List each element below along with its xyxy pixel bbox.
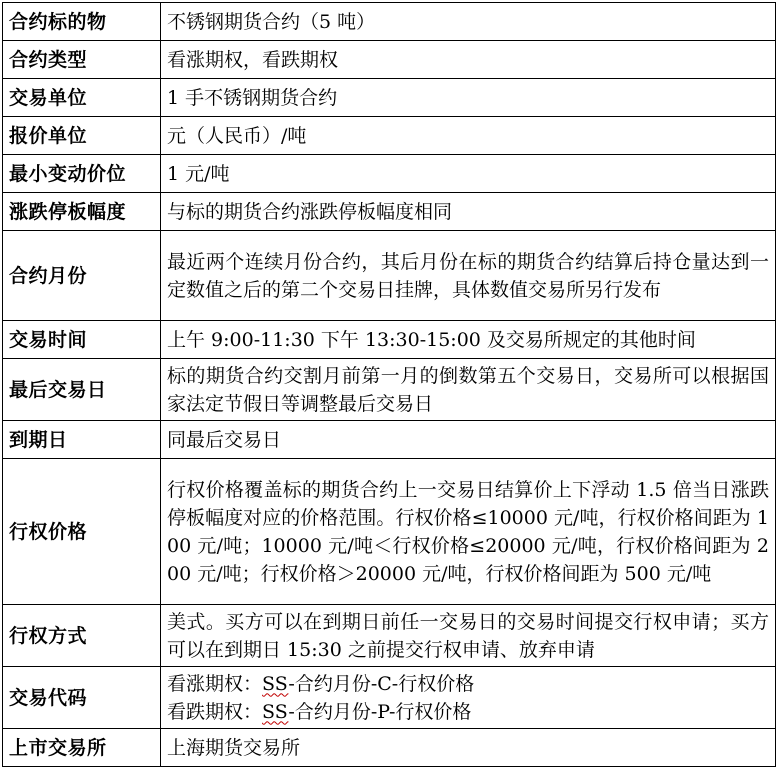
row-label: 交易单位 <box>3 79 161 117</box>
row-value: 最近两个连续月份合约，其后月份在标的期货合约结算后持仓量达到一定数值之后的第二个交易日挂牌，具体数值交易所另行发布 <box>161 231 776 321</box>
option-contract-spec-table <box>2 2 776 767</box>
table-row <box>3 321 776 359</box>
row-label: 交易代码 <box>3 667 161 729</box>
row-value: 看涨期权，看跌期权 <box>161 41 776 79</box>
table-row <box>3 359 776 421</box>
call-code-symbol: SS <box>262 672 289 695</box>
row-label: 行权价格 <box>3 459 161 605</box>
row-value: 与标的期货合约涨跌停板幅度相同 <box>161 193 776 231</box>
row-label: 行权方式 <box>3 605 161 667</box>
row-label: 合约月份 <box>3 231 161 321</box>
row-value: 上午 9:00-11:30 下午 13:30-15:00 及交易所规定的其他时间 <box>161 321 776 359</box>
row-value: 不锈钢期货合约（5 吨） <box>161 3 776 41</box>
table-row <box>3 193 776 231</box>
row-value: 元（人民币）/吨 <box>161 117 776 155</box>
call-code-suffix: -合约月份-C-行权价格 <box>288 672 475 695</box>
table-row <box>3 421 776 459</box>
row-label: 合约类型 <box>3 41 161 79</box>
row-label: 上市交易所 <box>3 729 161 767</box>
table-row <box>3 667 776 729</box>
row-value: 行权价格覆盖标的期货合约上一交易日结算价上下浮动 1.5 倍当日涨跌停板幅度对应的价格范围。行权价格≤10000 元/吨，行权价格间距为 100 元/吨；10000 元/吨＜行权价格≤20000 元/吨，行权价格间距为 200 元/吨；行权价格＞20000 元/吨，行权价格间距为 500 元/吨 <box>161 459 776 605</box>
call-code-prefix: 看涨期权： <box>167 672 263 695</box>
table-row <box>3 729 776 767</box>
table-row <box>3 117 776 155</box>
trading-code-cell <box>161 667 776 729</box>
row-label: 交易时间 <box>3 321 161 359</box>
table-row <box>3 79 776 117</box>
row-value: 1 元/吨 <box>161 155 776 193</box>
table-row <box>3 231 776 321</box>
table-row <box>3 459 776 605</box>
row-value: 同最后交易日 <box>161 421 776 459</box>
put-code-symbol: SS <box>262 700 289 723</box>
table-row <box>3 155 776 193</box>
row-value: 1 手不锈钢期货合约 <box>161 79 776 117</box>
row-label: 涨跌停板幅度 <box>3 193 161 231</box>
row-label: 最后交易日 <box>3 359 161 421</box>
row-label: 到期日 <box>3 421 161 459</box>
row-value: 标的期货合约交割月前第一月的倒数第五个交易日，交易所可以根据国家法定节假日等调整最后交易日 <box>161 359 776 421</box>
row-label: 最小变动价位 <box>3 155 161 193</box>
put-code-suffix: -合约月份-P-行权价格 <box>288 700 472 723</box>
put-code-line <box>167 698 769 726</box>
row-value: 上海期货交易所 <box>161 729 776 767</box>
row-label: 合约标的物 <box>3 3 161 41</box>
table-row <box>3 41 776 79</box>
table-row <box>3 605 776 667</box>
row-value: 美式。买方可以在到期日前任一交易日的交易时间提交行权申请；买方可以在到期日 15:30 之前提交行权申请、放弃申请 <box>161 605 776 667</box>
table-row <box>3 3 776 41</box>
put-code-prefix: 看跌期权： <box>167 700 263 723</box>
row-label: 报价单位 <box>3 117 161 155</box>
call-code-line <box>167 670 769 698</box>
